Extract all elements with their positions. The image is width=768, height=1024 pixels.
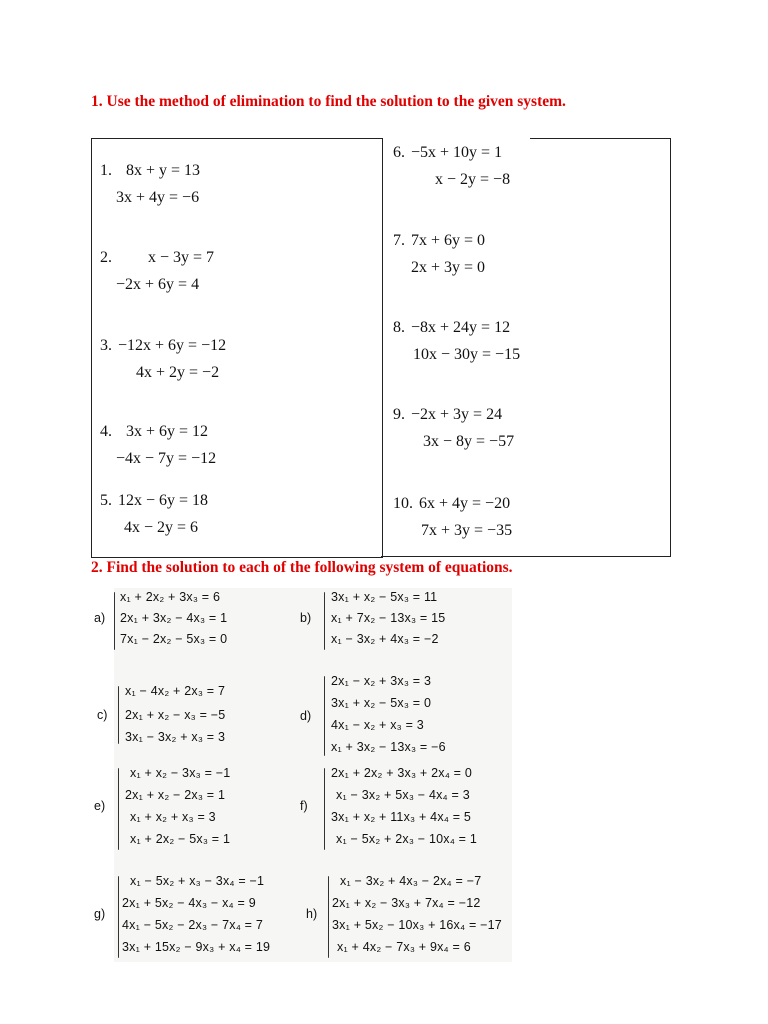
- problem-number: 4.: [100, 423, 112, 440]
- equation: x₁ − 3x₂ + 4x₃ = −2: [331, 632, 439, 646]
- system-label: f): [300, 799, 308, 813]
- brace-icon: [114, 592, 115, 650]
- equation: x₁ + 3x₂ − 13x₃ = −6: [331, 740, 446, 754]
- problem-number: 1.: [100, 162, 112, 179]
- equation: 3x₁ − 3x₂ + x₃ = 3: [125, 730, 226, 744]
- equation: 2x₁ + 2x₂ + 3x₃ + 2x₄ = 0: [331, 766, 473, 780]
- equation-1: 12x − 6y = 18: [118, 492, 209, 509]
- equation-1: −8x + 24y = 12: [411, 319, 511, 336]
- equation: 2x₁ + 5x₂ − 4x₃ − x₄ = 9: [122, 896, 256, 910]
- section2-heading: 2. Find the solution to each of the following system of equations.: [91, 559, 513, 576]
- equation-2: 3x − 8y = −57: [423, 433, 515, 450]
- equation: x₁ + x₂ − 3x₃ = −1: [130, 766, 231, 780]
- equation: x₁ + 2x₂ + 3x₃ = 6: [120, 590, 221, 604]
- equation-1: 8x + y = 13: [126, 162, 201, 179]
- system-label: a): [94, 611, 106, 625]
- equation: 4x₁ − 5x₂ − 2x₃ − 7x₄ = 7: [122, 918, 264, 932]
- equation-2: 2x + 3y = 0: [411, 259, 486, 276]
- problem-number: 9.: [393, 406, 405, 423]
- equation: 3x₁ + 15x₂ − 9x₃ + x₄ = 19: [122, 940, 271, 954]
- problem-number: 10.: [393, 495, 413, 512]
- equation: 2x₁ − x₂ + 3x₃ = 3: [331, 674, 432, 688]
- problem-number: 2.: [100, 249, 112, 266]
- system-label: g): [94, 907, 106, 921]
- problem-table-top-border: [530, 138, 670, 139]
- brace-icon: [324, 676, 325, 756]
- equation: 2x₁ + x₂ − 2x₃ = 1: [125, 788, 226, 802]
- equation: x₁ − 5x₂ + x₃ − 3x₄ = −1: [130, 874, 265, 888]
- equation-2: 3x + 4y = −6: [116, 189, 200, 206]
- brace-icon: [328, 876, 329, 958]
- system-label: b): [300, 611, 312, 625]
- system-label: c): [97, 708, 108, 722]
- equation: 2x₁ + x₂ − 3x₃ + 7x₄ = −12: [332, 896, 481, 910]
- equation: x₁ + 7x₂ − 13x₃ = 15: [331, 611, 446, 625]
- equation: x₁ − 4x₂ + 2x₃ = 7: [125, 684, 226, 698]
- brace-icon: [118, 686, 119, 744]
- equation-2: x − 2y = −8: [435, 171, 511, 188]
- equation-1: 6x + 4y = −20: [419, 495, 511, 512]
- brace-icon: [118, 768, 119, 850]
- brace-icon: [324, 768, 325, 850]
- equation-2: 10x − 30y = −15: [413, 346, 521, 363]
- problem-number: 5.: [100, 492, 112, 509]
- system-label: d): [300, 709, 312, 723]
- equation: 2x₁ + x₂ − x₃ = −5: [125, 708, 226, 722]
- equation: 4x₁ − x₂ + x₃ = 3: [331, 718, 424, 732]
- problem-number: 8.: [393, 319, 405, 336]
- equation: x₁ + 2x₂ − 5x₃ = 1: [130, 832, 231, 846]
- equation-2: 7x + 3y = −35: [421, 522, 513, 539]
- equation: 7x₁ − 2x₂ − 5x₃ = 0: [120, 632, 228, 646]
- brace-icon: [324, 592, 325, 650]
- equation: x₁ − 3x₂ + 5x₃ − 4x₄ = 3: [336, 788, 470, 802]
- equation-2: −2x + 6y = 4: [116, 276, 200, 293]
- problem-number: 3.: [100, 337, 112, 354]
- equation: x₁ − 5x₂ + 2x₃ − 10x₄ = 1: [336, 832, 478, 846]
- equation-1: x − 3y = 7: [148, 249, 215, 266]
- section1-heading: 1. Use the method of elimination to find the solution to the given system.: [91, 93, 566, 110]
- equation-1: −2x + 3y = 24: [411, 406, 503, 423]
- problem-number: 7.: [393, 232, 405, 249]
- equation: 3x₁ + 5x₂ − 10x₃ + 16x₄ = −17: [332, 918, 502, 932]
- equation-2: −4x − 7y = −12: [116, 450, 217, 467]
- equation-1: −5x + 10y = 1: [411, 144, 503, 161]
- problem-number: 6.: [393, 144, 405, 161]
- equation-2: 4x + 2y = −2: [136, 364, 220, 381]
- equation: 3x₁ + x₂ + 11x₃ + 4x₄ = 5: [331, 810, 472, 824]
- equation-1: −12x + 6y = −12: [118, 337, 227, 354]
- system-label: e): [94, 799, 106, 813]
- system-label: h): [306, 907, 318, 921]
- equation: 3x₁ + x₂ − 5x₃ = 11: [331, 590, 438, 604]
- equation: x₁ + x₂ + x₃ = 3: [130, 810, 216, 824]
- equation: x₁ + 4x₂ − 7x₃ + 9x₄ = 6: [337, 940, 471, 954]
- equation-1: 3x + 6y = 12: [126, 423, 209, 440]
- equation: x₁ − 3x₂ + 4x₃ − 2x₄ = −7: [340, 874, 482, 888]
- brace-icon: [118, 876, 119, 958]
- equation-1: 7x + 6y = 0: [411, 232, 486, 249]
- equation: 2x₁ + 3x₂ − 4x₃ = 1: [120, 611, 228, 625]
- equation: 3x₁ + x₂ − 5x₃ = 0: [331, 696, 432, 710]
- equation-2: 4x − 2y = 6: [124, 519, 199, 536]
